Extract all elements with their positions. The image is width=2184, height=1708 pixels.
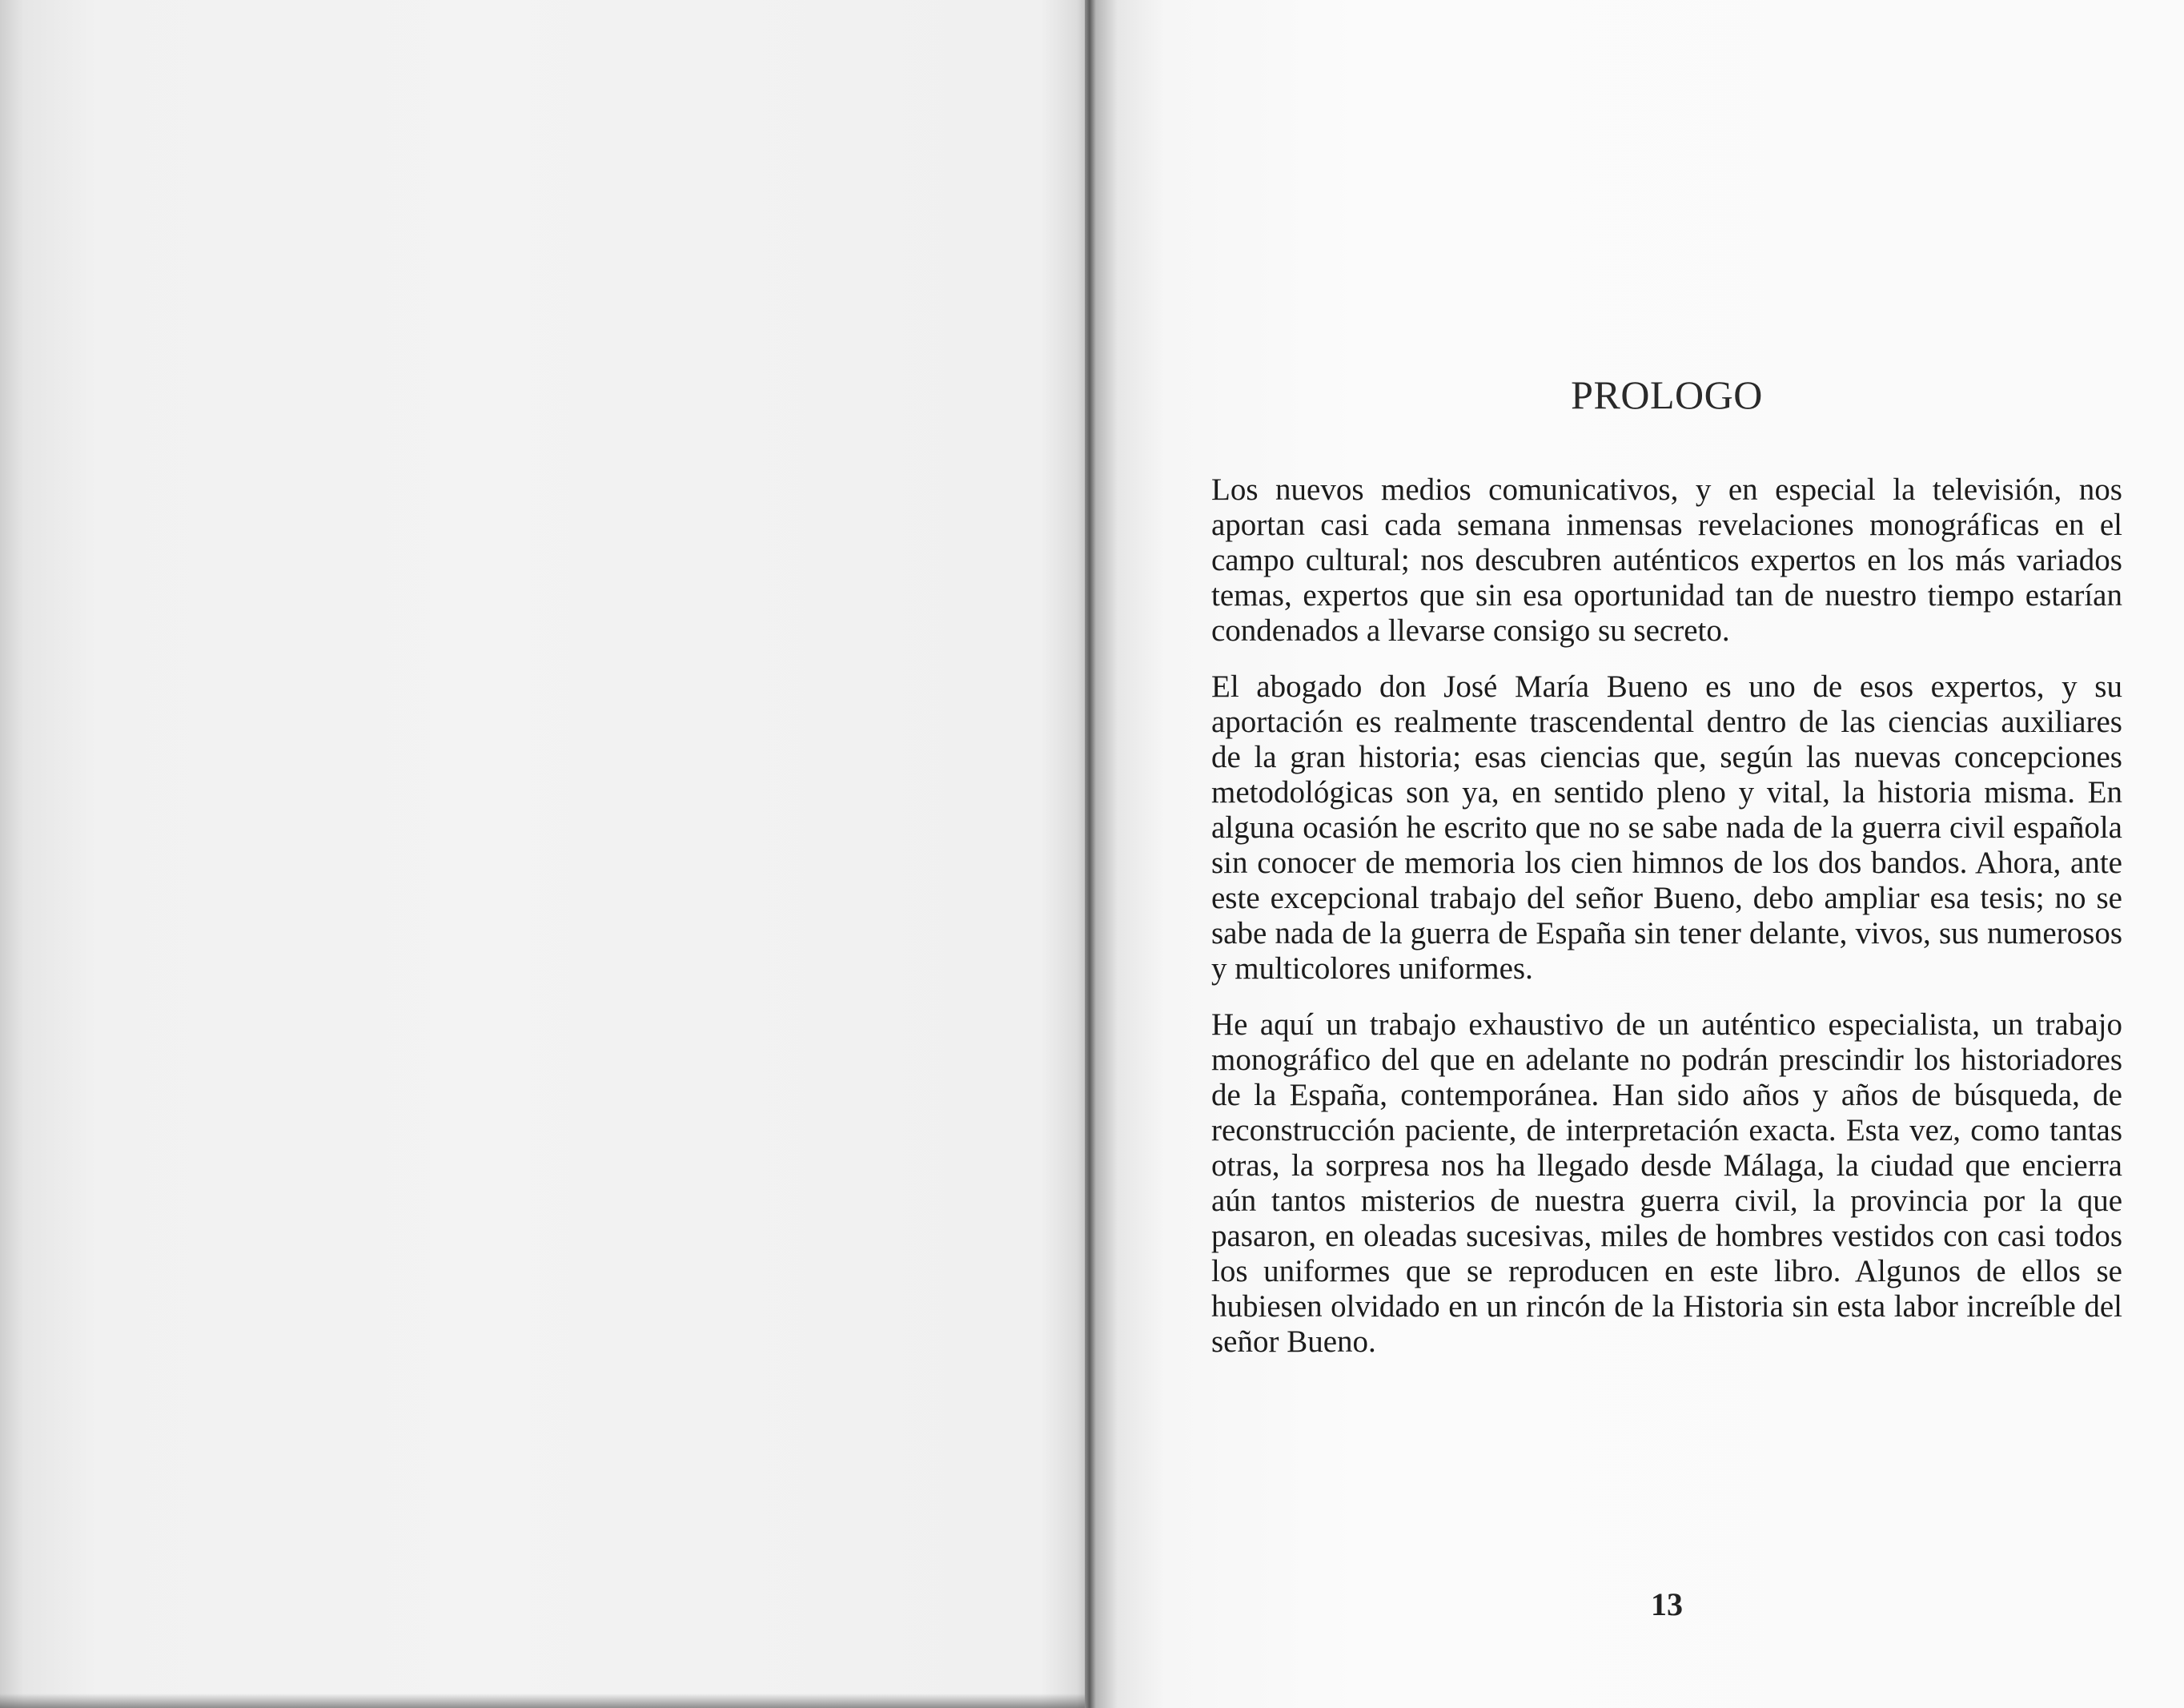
right-page bbox=[1117, 0, 2184, 1708]
paragraph-3: He aquí un trabajo exhaustivo de un auténtico especialista, un trabajo monográfico del que en adelante no podrán prescindir los historiadores de la España, contemporánea. Han sido años y años de búsqueda, de reconstrucción paciente, de interpretación exacta. Esta vez, como tantas otras, la sorpresa nos ha llegado desde Málaga, la ciudad que encierra aún tantos misterios de nuestra guerra civil, la provincia por la que pasaron, en oleadas sucesivas, miles de hombres vestidos con casi todos los uniformes que se reproducen en este libro. Algunos de ellos se hubiesen olvidado en un rincón de la Historia sin esta labor increíble del señor Bueno. bbox=[1211, 1007, 2122, 1359]
left-page-blank bbox=[0, 0, 1089, 1708]
page-bottom-shadow bbox=[0, 1694, 1089, 1708]
chapter-title: PROLOGO bbox=[1571, 372, 1763, 417]
paragraph-2: El abogado don José María Bueno es uno de esos expertos, y su aportación es realmente trascendental dentro de las ciencias auxiliares de la gran historia; esas ciencias que, según las nuevas concepciones metodológicas son ya, en sentido pleno y vital, la historia misma. En alguna ocasión he escrito que no se sabe nada de la guerra civil española sin conocer de memoria los cien himnos de los dos bandos. Ahora, ante este excepcional trabajo del señor Bueno, debo ampliar esa tesis; no se sabe nada de la guerra de España sin tener delante, vivos, sus numerosos y multicolores uniformes. bbox=[1211, 669, 2122, 986]
paragraph-1: Los nuevos medios comunicativos, y en especial la televisión, nos aportan casi cada semana inmensas revelaciones monográficas en el campo cultural; nos descubren auténticos expertos en los más variados temas, expertos que sin esa oportunidad tan de nuestro tiempo estarían condenados a llevarse consigo su secreto. bbox=[1211, 472, 2122, 648]
page-number: 13 bbox=[1651, 1586, 1683, 1622]
body-text bbox=[1211, 472, 2122, 1380]
book-gutter bbox=[1085, 0, 1117, 1708]
